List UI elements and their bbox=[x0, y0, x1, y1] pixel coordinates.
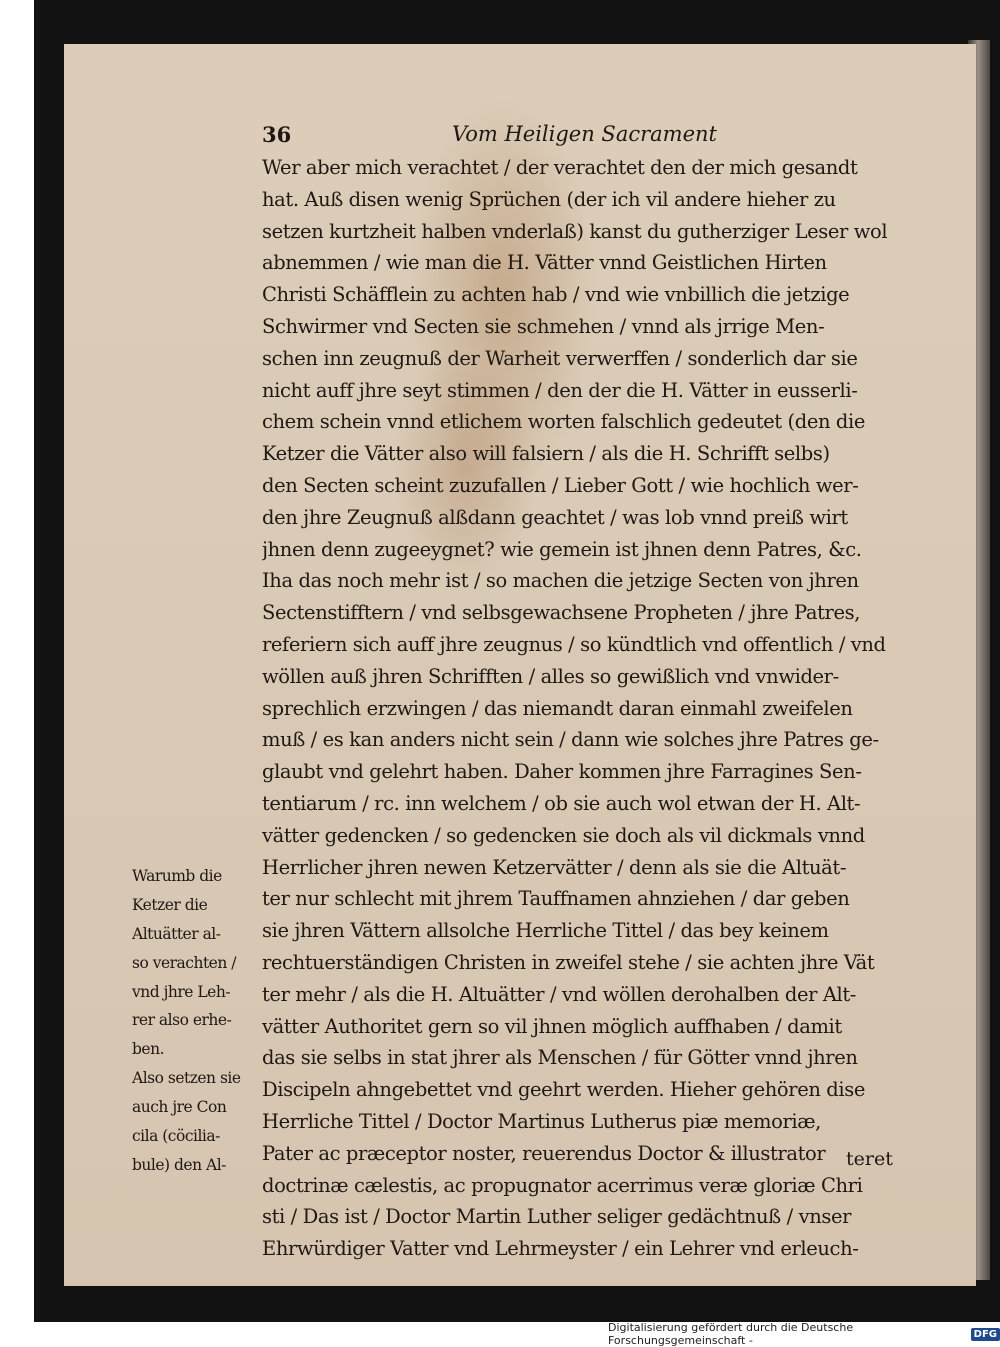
text-line: das sie selbs in stat jhrer als Menschen / für Götter vnnd jhren bbox=[262, 1046, 858, 1070]
marginal-note-line: bule) den Al- bbox=[132, 1155, 226, 1174]
text-line: vätter Authoritet gern so vil jhnen möglich auffhaben / damit bbox=[262, 1014, 842, 1038]
text-line: glaubt vnd gelehrt haben. Daher kommen jhre Farragines Sen- bbox=[262, 760, 862, 784]
marginal-note bbox=[132, 862, 260, 1180]
footer bbox=[608, 1321, 1000, 1347]
text-line: rechtuerständigen Christen in zweifel stehe / sie achten jhre Vät bbox=[262, 950, 875, 974]
marginal-note-line: Ketzer die bbox=[132, 895, 208, 914]
text-line: abnemmen / wie man die H. Vätter vnnd Geistlichen Hirten bbox=[262, 251, 827, 275]
page-header bbox=[262, 122, 902, 152]
footer-text: Digitalisierung gefördert durch die Deutsche Forschungsgemeinschaft - bbox=[608, 1321, 854, 1347]
text-line: sti / Das ist / Doctor Martin Luther seliger gedächtnuß / vnser bbox=[262, 1205, 852, 1229]
marginal-note-line: Altuätter al- bbox=[132, 924, 221, 943]
marginal-note-line: so verachten / bbox=[132, 953, 236, 972]
marginal-note-line: Also setzen sie bbox=[132, 1069, 241, 1088]
text-line: hat. Auß disen wenig Sprüchen (der ich vil andere hieher zu bbox=[262, 187, 836, 211]
text-line: sie jhren Vättern allsolche Herrliche Tittel / das bey keinem bbox=[262, 919, 829, 943]
text-line: Ketzer die Vätter also will falsiern / als die H. Schrifft selbs) bbox=[262, 442, 830, 466]
marginal-note-line: ben. bbox=[132, 1040, 165, 1059]
text-line: Christi Schäfflein zu achten hab / vnd wie vnbillich die jetzige bbox=[262, 283, 850, 307]
marginal-note-line: rer also erhe- bbox=[132, 1011, 232, 1030]
text-line: Sectenstifftern / vnd selbsgewachsene Propheten / jhre Patres, bbox=[262, 601, 860, 625]
marginal-note-line: Warumb die bbox=[132, 867, 222, 885]
marginal-note-line: cila (cöcilia- bbox=[132, 1127, 220, 1146]
catchword: teret bbox=[846, 1148, 893, 1170]
text-line: Herrliche Tittel / Doctor Martinus Lutherus piæ memoriæ, bbox=[262, 1109, 821, 1133]
text-line: den jhre Zeugnuß alßdann geachtet / was lob vnnd preiß wirt bbox=[262, 505, 848, 529]
text-line: sprechlich erzwingen / das niemandt daran einmahl zweifelen bbox=[262, 696, 853, 720]
text-line: muß / es kan anders nicht sein / dann wie solches jhre Patres ge- bbox=[262, 728, 879, 752]
text-line: ter mehr / als die H. Altuätter / vnd wöllen derohalben der Alt- bbox=[262, 982, 856, 1006]
text-line: jhnen denn zugeeygnet? wie gemein ist jhnen denn Patres, &c. bbox=[262, 537, 862, 561]
text-line: Pater ac præceptor noster, reuerendus Doctor & illustrator bbox=[262, 1141, 826, 1165]
text-line: referiern sich auff jhre zeugnus / so kündtlich vnd offentlich / vnd bbox=[262, 632, 886, 656]
body-text bbox=[262, 152, 908, 1265]
page-number: 36 bbox=[262, 122, 292, 147]
text-line: Schwirmer vnd Secten sie schmehen / vnnd als jrrige Men- bbox=[262, 314, 825, 338]
text-line: tentiarum / rc. inn welchem / ob sie auch wol etwan der H. Alt- bbox=[262, 791, 861, 815]
text-line: setzen kurtzheit halben vnderlaß) kanst du gutherziger Leser wol bbox=[262, 219, 888, 243]
text-line: den Secten scheint zuzufallen / Lieber Gott / wie hochlich wer- bbox=[262, 473, 859, 497]
text-line: Wer aber mich verachtet / der verachtet den der mich gesandt bbox=[262, 156, 858, 179]
text-line: chem schein vnnd etlichem worten falschlich gedeutet (den die bbox=[262, 410, 865, 434]
text-line: nicht auff jhre seyt stimmen / den der die H. Vätter in eusserli- bbox=[262, 378, 858, 402]
running-title: Vom Heiligen Sacrament bbox=[452, 122, 717, 146]
marginal-note-line: auch jre Con bbox=[132, 1098, 227, 1117]
text-line: schen inn zeugnuß der Warheit verwerffen / sonderlich dar sie bbox=[262, 346, 858, 370]
text-line: Ehrwürdiger Vatter vnd Lehrmeyster / ein Lehrer vnd erleuch- bbox=[262, 1237, 859, 1261]
text-line: Discipeln ahngebettet vnd geehrt werden. Hieher gehören dise bbox=[262, 1078, 865, 1102]
dfg-logo: DFG bbox=[971, 1328, 1000, 1341]
text-line: ter nur schlecht mit jhrem Tauffnamen ahnziehen / dar geben bbox=[262, 887, 850, 911]
text-line: Herrlicher jhren newen Ketzervätter / denn als sie die Altuät- bbox=[262, 855, 847, 879]
text-line: wöllen auß jhren Schrifften / alles so gewißlich vnd vnwider- bbox=[262, 664, 839, 688]
text-line: Iha das noch mehr ist / so machen die jetzige Secten von jhren bbox=[262, 569, 859, 593]
text-line: vätter gedencken / so gedencken sie doch als vil dickmals vnnd bbox=[262, 823, 865, 847]
text-line: doctrinæ cælestis, ac propugnator acerrimus veræ gloriæ Chri bbox=[262, 1173, 863, 1197]
marginal-note-line: vnd jhre Leh- bbox=[132, 982, 231, 1001]
